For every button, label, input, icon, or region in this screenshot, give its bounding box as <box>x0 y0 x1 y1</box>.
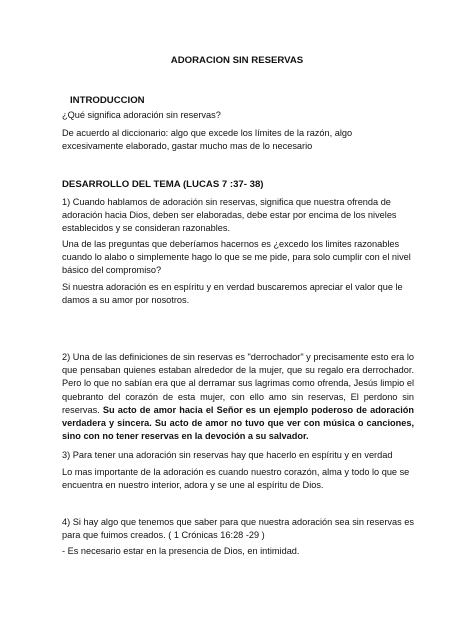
point2-text: 2) Una de las definiciones de sin reservas es "derrochador" y precisamente esto era lo que pensaban quienes estaban alrededor de la mujer, que su regalo era derrochador. Pero lo que no sabían era que al derramar sus lagrimas como ofrenda, Jesús limpio el quebranto del corazón de esta mujer, con ello amo sin reservas, El perdono sin reservas. <box>62 352 414 415</box>
intro-heading: INTRODUCCION <box>70 95 145 106</box>
point3-paragraph-1: 3) Para tener una adoración sin reservas hay que hacerlo en espíritu y en verdad <box>62 450 393 460</box>
document-title: ADORACION SIN RESERVAS <box>170 55 304 66</box>
point1-paragraph-2: Una de las preguntas que deberíamos hacernos es ¿excedo los limites razonables cuando lo alabo o simplemente hago lo que se me pide, para solo cumplir con el nivel básico del compromiso? <box>62 239 411 276</box>
point1-paragraph-1: 1) Cuando hablamos de adoración sin reservas, significa que nuestra ofrenda de adoración hacia Dios, deben ser elaboradas, debe estar por encima de los niveles establecidos y se consideran razonables. <box>62 197 397 234</box>
intro-question: ¿Qué significa adoración sin reservas? <box>62 110 221 120</box>
point2-paragraph <box>62 351 414 443</box>
development-heading: DESARROLLO DEL TEMA (LUCAS 7 :37- 38) <box>62 179 264 190</box>
point3-paragraph-2: Lo mas importante de la adoración es cuando nuestro corazón, alma y todo lo que se encuentra en nuestro interior, adora y se une al espíritu de Dios. <box>62 467 410 491</box>
intro-definition: De acuerdo al diccionario: algo que excede los límites de la razón, algo excesivamente elaborado, gastar mucho mas de lo necesario <box>62 128 353 152</box>
point2-bold-text: Su acto de amor hacia el Señor es un ejemplo poderoso de adoración verdadera y sincera. Su acto de amor no tuvo que ver con música o canciones, sino con no tener reservas en la devoción a su salvador. <box>62 404 414 442</box>
point4-paragraph-1: 4) Si hay algo que tenemos que saber para que nuestra adoración sea sin reservas es para que fuimos creados. ( 1 Crónicas 16:28 -29 ) <box>62 517 414 541</box>
point4-paragraph-2: - Es necesario estar en la presencia de Dios, en intimidad. <box>62 546 300 556</box>
point1-paragraph-3: Si nuestra adoración es en espíritu y en verdad buscaremos apreciar el valor que le damos a su amor por nosotros. <box>62 282 403 306</box>
